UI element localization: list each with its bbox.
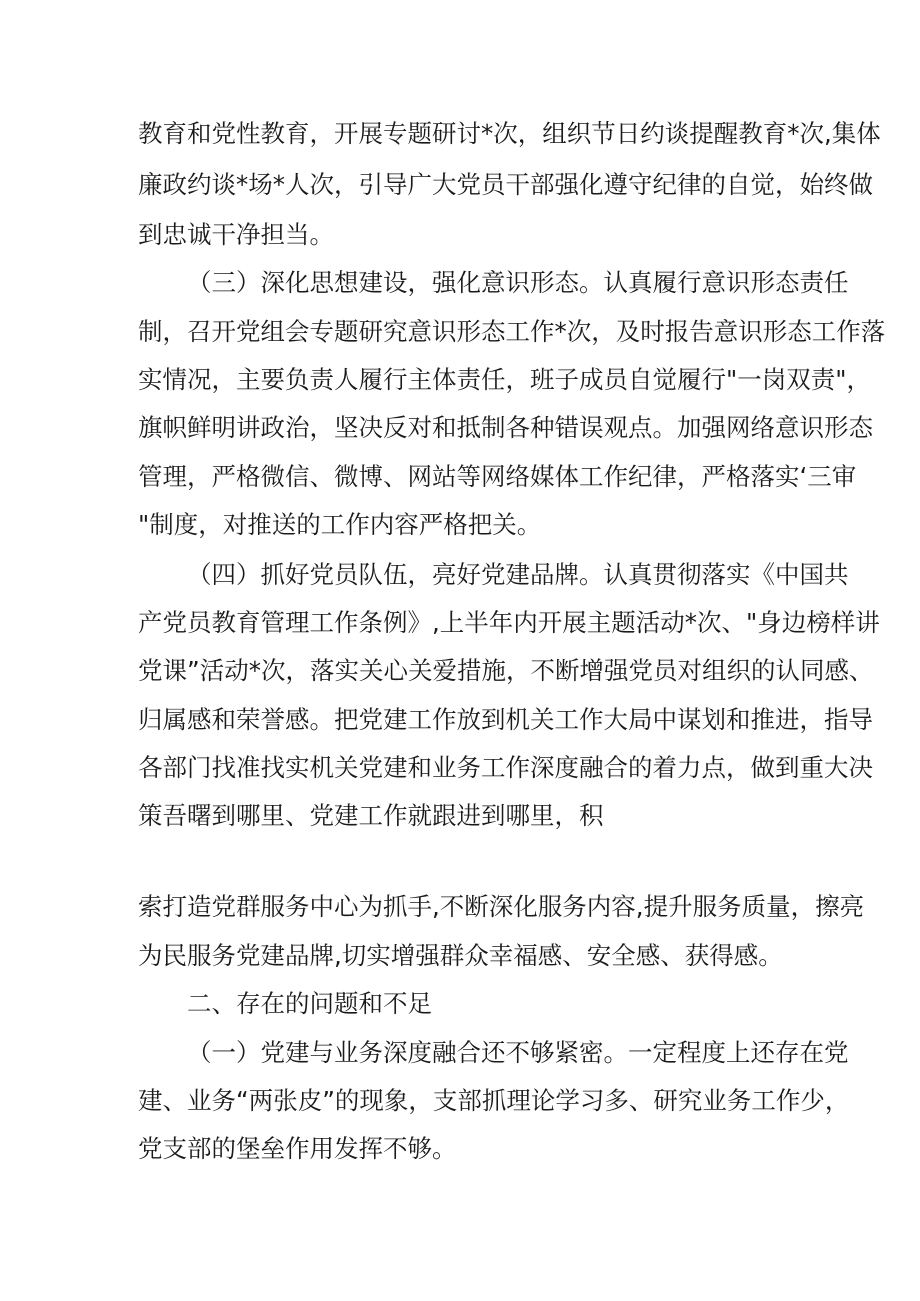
text-line: 制，召开党组会专题研究意识形态工作*次，及时报告意识形态工作落 [138, 317, 886, 346]
text-line: 各部门找准找实机关党建和业务工作深度融合的着力点，做到重大决 [138, 753, 873, 782]
text-line: 策吾曙到哪里、党建工作就跟进到哪里，积 [138, 801, 604, 830]
text-line: 实情况，主要负责人履行主体责任，班子成员自觉履行"一岗双责"， [138, 365, 872, 394]
text-line: 廉政约谈*场*人次，引导广大党员干部强化遵守纪律的自觉，始终做 [138, 170, 873, 199]
section-heading-3: （三）深化思想建设，强化意识形态。认真履行意识形态责任 [187, 268, 849, 297]
text-line: 为民服务党建品牌,切实增强群众幸福感、安全感、获得感。 [138, 941, 783, 970]
text-line: 党支部的堡垒作用发挥不够。 [138, 1134, 457, 1163]
text-line: 旗帜鲜明讲政治，坚决反对和抵制各种错误观点。加强网络意识形态 [138, 413, 873, 442]
text-line: 产党员教育管理工作条例》,上半年内开展主题活动*次、"身边榜样讲 [138, 608, 880, 637]
text-line: 建、业务“两张皮”的现象，支部抓理论学习多、研究业务工作少， [138, 1086, 850, 1115]
chapter-heading: 二、存在的问题和不足 [187, 989, 432, 1018]
text-line: 索打造党群服务中心为抓手,不断深化服务内容,提升服务质量，擦亮 [138, 892, 865, 921]
text-line: 到忠诚干净担当。 [138, 220, 334, 249]
text-line: 教育和党性教育，开展专题研讨*次，组织节日约谈提醒教育*次,集体 [138, 119, 881, 148]
text-line: 管理，严格微信、微博、网站等网络媒体工作纪律，严格落实‘三审 [138, 462, 857, 491]
section-heading-4: （四）抓好党员队伍，亮好党建品牌。认真贯彻落实《中国共 [187, 560, 849, 589]
section-heading-1: （一）党建与业务深度融合还不够紧密。一定程度上还存在党 [187, 1038, 849, 1067]
text-line: "制度，对推送的工作内容严格把关。 [138, 510, 542, 539]
text-line: 党课”活动*次，落实关心关爱措施，不断增强党员对组织的认同感、 [138, 656, 874, 685]
text-line: 归属感和荣誉感。把党建工作放到机关工作大局中谋划和推进，指导 [138, 705, 873, 734]
